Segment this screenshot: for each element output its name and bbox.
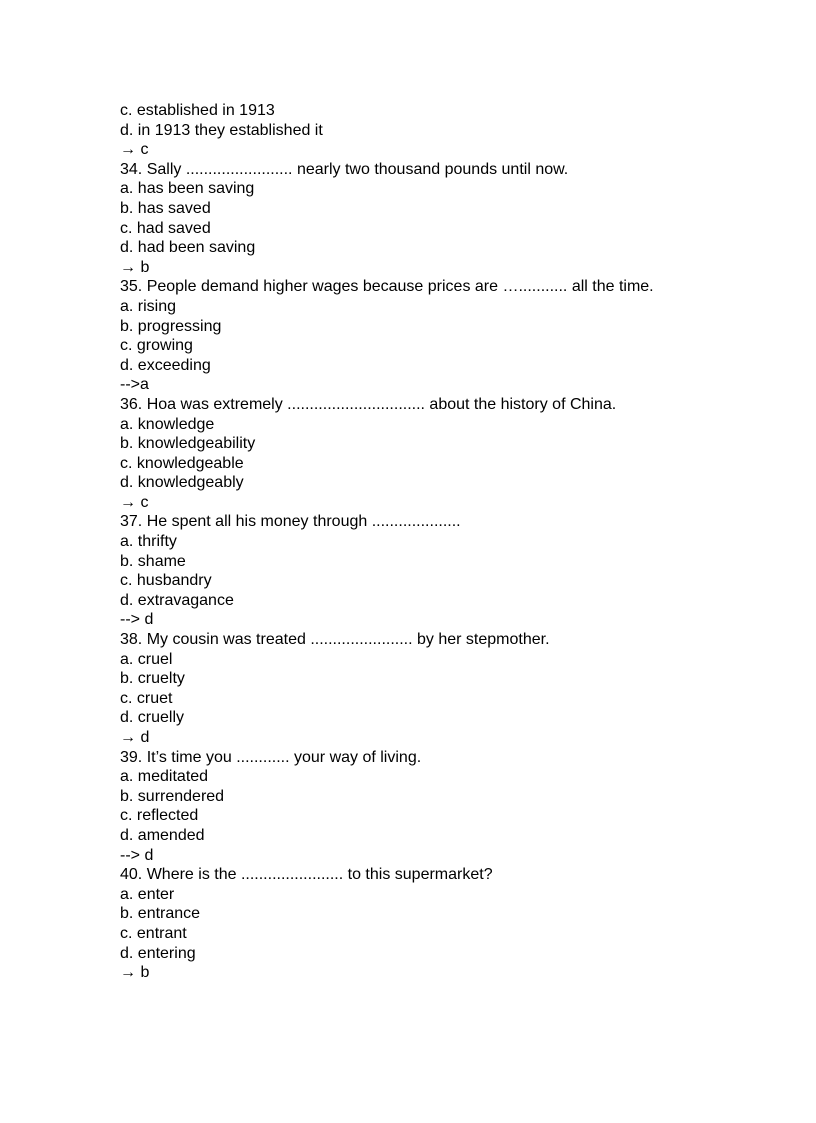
option-d: d. extravagance [120, 591, 234, 609]
option-b: b. progressing [120, 317, 222, 335]
option-c: c. had saved [120, 219, 211, 237]
option-b: b. cruelty [120, 670, 185, 688]
option-c: c. entrant [120, 924, 187, 942]
question-38: 38. My cousin was treated ....................... by her stepmother. [120, 631, 550, 649]
question-36: 36. Hoa was extremely ............................... about the history of China. [120, 395, 617, 413]
option-a: a. rising [120, 297, 177, 315]
option-c: c. cruet [120, 689, 173, 707]
answer-line: → b [120, 258, 150, 276]
option-d: d. in 1913 they established it [120, 121, 323, 139]
answer-line: → d [120, 729, 150, 746]
question-40: 40. Where is the ....................... to this supermarket? [120, 866, 493, 884]
answer-line: → b [120, 964, 150, 982]
answer-line: --> d [120, 611, 154, 629]
option-c: c. growing [120, 337, 193, 355]
option-a: a. has been saving [120, 180, 255, 198]
option-d: d. cruelly [120, 709, 185, 727]
answer-line: → c [120, 141, 149, 159]
answer-line: --> d [120, 846, 154, 864]
option-c: c. husbandry [120, 572, 212, 590]
option-c: c. established in 1913 [120, 102, 275, 119]
option-d: d. exceeding [120, 356, 211, 374]
option-c: c. reflected [120, 807, 199, 825]
option-d: d. amended [120, 826, 205, 844]
option-c: c. knowledgeable [120, 454, 244, 472]
option-b: b. surrendered [120, 787, 225, 805]
question-39: 39. It’s time you ............ your way of living. [120, 748, 422, 766]
option-a: a. enter [120, 885, 175, 903]
option-d: d. knowledgeably [120, 474, 244, 492]
question-37: 37. He spent all his money through .................... [120, 513, 461, 531]
option-b: b. has saved [120, 199, 211, 217]
answer-line: → c [120, 493, 149, 511]
option-b: b. entrance [120, 905, 201, 923]
question-35: 35. People demand higher wages because prices are …........... all the time. [120, 278, 654, 296]
document-body [120, 101, 740, 983]
option-a: a. thrifty [120, 533, 177, 551]
option-a: a. meditated [120, 768, 209, 786]
option-d: d. had been saving [120, 239, 256, 257]
option-b: b. shame [120, 552, 186, 570]
option-a: a. cruel [120, 650, 173, 668]
answer-line: -->a [120, 376, 149, 394]
option-a: a. knowledge [120, 415, 215, 433]
option-d: d. entering [120, 944, 196, 962]
option-b: b. knowledgeability [120, 435, 256, 453]
question-34: 34. Sally ........................ nearly two thousand pounds until now. [120, 160, 569, 178]
